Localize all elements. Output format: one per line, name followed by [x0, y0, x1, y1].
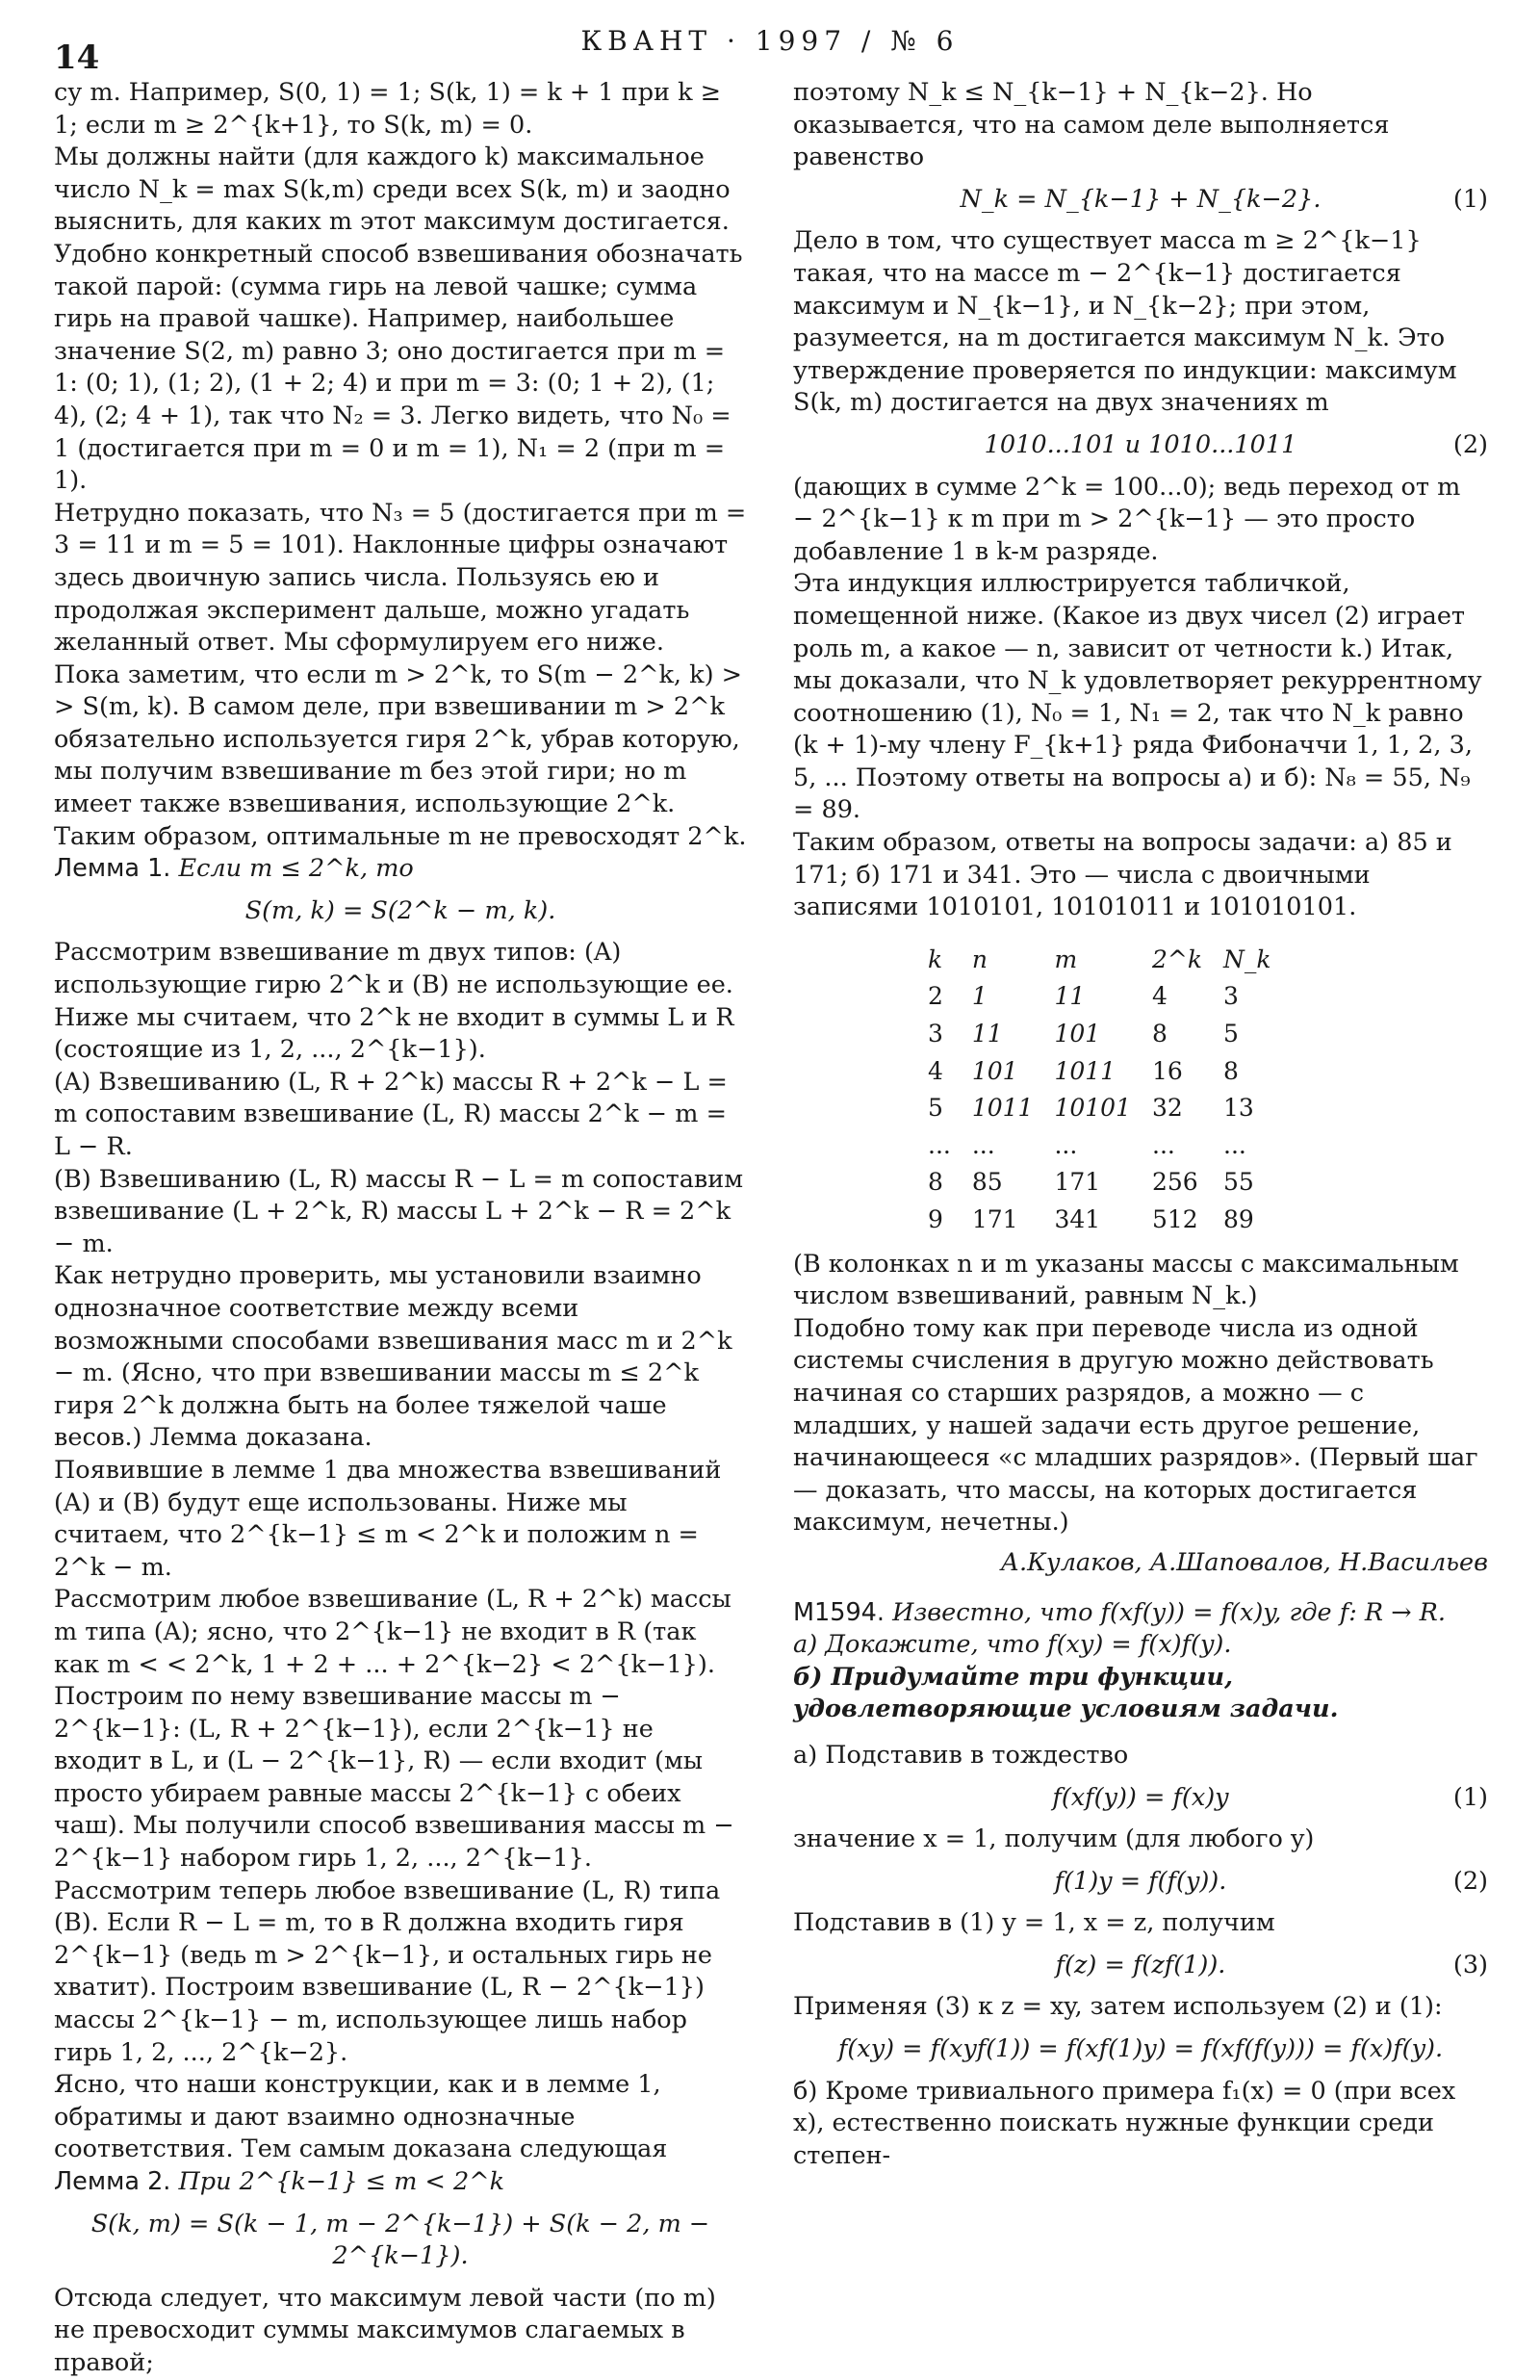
lemma-1-statement: Если m ≤ 2^k, то	[178, 854, 414, 884]
solution-equation-3	[793, 1950, 1488, 1982]
equation-1	[793, 184, 1488, 217]
problem-text: Известно, что f(xf(y)) = f(x)y, где f: R → R.	[892, 1597, 1446, 1627]
left-paragraph-3: Удобно конкретный способ взвешивания обозначать такой парой: (сумма гирь на левой чашке; сумма гирь на правой чашке). Например, наибольшее значение S(2, m) равно 3; оно достигается при m = 1: (0; 1), (1; 2), (1 + 2; 4) и при m = 3: (0; 1 + 2), (1; 4), (2; 4 + 1), так что N₂ = 3. Легко видеть, что N₀ = 1 (достигается при m = 0 и m = 1), N₁ = 2 (при m = 1).	[54, 239, 743, 496]
problem-number: М1594.	[793, 1597, 886, 1627]
lemma-2-statement: При 2^{k−1} ≤ m < 2^k	[178, 2167, 505, 2196]
solution-equation-3-number: (3)	[1452, 1950, 1488, 1979]
table-cell: 341	[1054, 1205, 1101, 1233]
right-paragraph-4: Эта индукция иллюстрируется табличкой, помещенной ниже. (Какое из двух чисел (2) играет роль m, а какое — n, зависит от четности k.) Итак, мы доказали, что N_k удовлетворяет рекуррентному соотношению (1), N₀ = 1, N₁ = 2, так что N_k равно (k + 1)-му члену F_{k+1} ряда Фибоначчи 1, 1, 2, 3, 5, ... Поэтому ответы на вопросы а) и б): N₈ = 55, N₉ = 89.	[793, 569, 1482, 825]
solution-a-step-2: значение x = 1, получим (для любого y)	[793, 1824, 1315, 1854]
running-header: КВАНТ · 1997 / № 6	[580, 25, 960, 57]
lemma-2-equation: S(k, m) = S(k − 1, m − 2^{k−1}) + S(k − 2, m − 2^{k−1}).	[90, 2209, 710, 2271]
left-paragraph-11: Рассмотрим любое взвешивание (L, R + 2^k) массы m типа (A); ясно, что 2^{k−1} не входит в R (так как m < < 2^k, 1 + 2 + ... + 2^{k−2} < 2^{k−1}). Построим по нему взвешивание массы m − 2^{k−1}: (L, R + 2^{k−1}), если 2^{k−1} не входит в L, и (L − 2^{k−1}, R) — если входит (мы просто убираем равные массы 2^{k−1} с обеих чаш). Мы получили способ взвешивания массы m − 2^{k−1} набором гирь 1, 2, ..., 2^{k−1}.	[54, 1585, 734, 1874]
left-paragraph-9: Как нетрудно проверить, мы установили взаимно однозначное соответствие между всеми возможными способами взвешивания масс m и 2^k − m. (Ясно, что при взвешивании массы m ≤ 2^k гиря 2^k должна быть на более тяжелой чаше весов.) Лемма доказана.	[54, 1261, 732, 1453]
table-cell: 1011	[971, 1094, 1034, 1123]
table-cell: 16	[1152, 1056, 1183, 1085]
right-paragraph-5: Таким образом, ответы на вопросы задачи: а) 85 и 171; б) 171 и 341. Это — числа с двоичными записями 1010101, 10101011 и 101010101.	[793, 828, 1452, 922]
table-header-cell: N_k	[1223, 944, 1271, 973]
solution-equation-2	[793, 1866, 1488, 1899]
table-cell: 8	[928, 1168, 943, 1197]
problem-statement	[793, 1597, 1488, 1630]
lemma-2-heading: Лемма 2.	[54, 2167, 171, 2196]
lemma-2	[54, 2166, 747, 2199]
left-paragraph-5: Пока заметим, что если m > 2^k, то S(m − 2^k, k) > > S(m, k). В самом деле, при взвешивании m > 2^k обязательно используется гиря 2^k, убрав которую, мы получим взвешивание m без этой гири; но m имеет также взвешивания, использующие 2^k. Таким образом, оптимальные m не превосходят 2^k.	[54, 660, 747, 851]
table-cell: 171	[1054, 1168, 1101, 1197]
fibonacci-table	[928, 942, 1293, 1239]
right-paragraph-3: (дающих в сумме 2^k = 100...0); ведь переход от m − 2^{k−1} к m при m > 2^{k−1} — это просто добавление 1 в k-м разряде.	[793, 472, 1461, 566]
lemma-1-heading: Лемма 1.	[54, 854, 171, 884]
table-cell: ...	[1054, 1130, 1078, 1159]
right-paragraph-7: Подобно тому как при переводе числа из одной системы счисления в другую можно действовать начиная со старших разрядов, а можно — с младших, у нашей задачи есть другое решение, начинающееся «с младших разрядов». (Первый шаг — доказать, что массы, на которых достигается максимум, нечетны.)	[793, 1313, 1478, 1538]
left-column	[54, 77, 747, 2380]
table-cell: 8	[1152, 1020, 1168, 1048]
problem-part-a: а) Докажите, что f(xy) = f(x)f(y).	[793, 1630, 1232, 1660]
table-row	[928, 1202, 1293, 1239]
table-header-cell: m	[1054, 944, 1078, 973]
equation-1-number: (1)	[1452, 184, 1488, 214]
left-paragraph-1: су m. Например, S(0, 1) = 1; S(k, 1) = k + 1 при k ≥ 1; если m ≥ 2^{k+1}, то S(k, m) = 0.	[54, 78, 722, 140]
table-cell: 11	[1054, 982, 1086, 1011]
solution-equation-1-number: (1)	[1452, 1782, 1488, 1812]
table-cell: 171	[971, 1205, 1018, 1233]
table-cell: 1	[971, 982, 988, 1011]
left-paragraph-12: Рассмотрим теперь любое взвешивание (L, R) типа (B). Если R − L = m, то в R должна входить гиря 2^{k−1} (ведь m > 2^{k−1}, и остальных гирь не хватит). Построим взвешивание (L, R − 2^{k−1}) массы 2^{k−1} − m, использующее лишь набор гирь 1, 2, ..., 2^{k−2}.	[54, 1876, 721, 2067]
right-paragraph-6: (В колонках n и m указаны массы с максимальным числом взвешиваний, равным N_k.)	[793, 1249, 1459, 1311]
table-cell: ...	[971, 1130, 995, 1159]
table-row	[928, 1090, 1293, 1127]
table-cell: 256	[1152, 1168, 1198, 1197]
table-cell: 89	[1223, 1205, 1254, 1233]
problem-part-b: б) Придумайте три функции, удовлетворяющие условиям задачи.	[793, 1662, 1339, 1724]
left-paragraph-14: Отсюда следует, что максимум левой части (по m) не превосходит суммы максимумов слагаемых в правой;	[54, 2283, 716, 2377]
table-cell: 13	[1223, 1094, 1254, 1123]
solution-a-step-4: Применяя (3) к z = xy, затем используем (2) и (1):	[793, 1992, 1443, 2022]
left-paragraph-8: (B) Взвешиванию (L, R) массы R − L = m сопоставим взвешивание (L + 2^k, R) массы L + 2^k − R = 2^k − m.	[54, 1164, 744, 1258]
solution-equation-2-body: f(1)y = f(f(y)).	[1054, 1866, 1227, 1896]
table-cell: 11	[971, 1020, 1003, 1048]
solution-equation-3-body: f(z) = f(zf(1)).	[1055, 1950, 1226, 1979]
equation-2	[793, 429, 1488, 462]
authors-signature: А.Кулаков, А.Шаповалов, Н.Васильев	[1000, 1547, 1488, 1577]
solution-equation-1-body: f(xf(y)) = f(x)y	[1052, 1782, 1229, 1812]
table-cell: 55	[1223, 1168, 1254, 1197]
table-cell: 4	[928, 1056, 943, 1085]
table-cell: 101	[971, 1056, 1018, 1085]
table-cell: 2	[928, 982, 943, 1011]
table-cell: ...	[1152, 1130, 1175, 1159]
table-cell: 9	[928, 1205, 943, 1233]
lemma-1-equation: S(m, k) = S(2^k − m, k).	[244, 895, 556, 925]
table-cell: 5	[928, 1094, 943, 1123]
table-header-cell: 2^k	[1152, 944, 1203, 973]
table-header-row	[928, 942, 1293, 979]
table-header-cell: k	[928, 944, 943, 973]
table-row	[928, 1127, 1293, 1165]
table-cell: 32	[1152, 1094, 1183, 1123]
left-paragraph-2: Мы должны найти (для каждого k) максимальное число N_k = max S(k,m) среди всех S(k, m) и заодно выяснить, для каких m этот максимум достигается.	[54, 142, 731, 237]
table-cell: 85	[971, 1168, 1003, 1197]
left-paragraph-6: Рассмотрим взвешивание m двух типов: (A) использующие гирю 2^k и (B) не использующие ее. Ниже мы считаем, что 2^k не входит в суммы L и R (состоящие из 1, 2, ..., 2^{k−1}).	[54, 938, 734, 1065]
solution-equation-1	[793, 1782, 1488, 1815]
solution-b: б) Кроме тривиального примера f₁(x) = 0 (при всех x), естественно поискать нужные функции среди степен-	[793, 2076, 1456, 2170]
left-paragraph-13: Ясно, что наши конструкции, как и в лемме 1, обратимы и дают взаимно однозначные соответствия. Тем самым доказана следующая	[54, 2070, 668, 2164]
solution-equation-4: f(xy) = f(xyf(1)) = f(xf(1)y) = f(xf(f(y))) = f(x)f(y).	[837, 2034, 1444, 2064]
left-paragraph-4: Нетрудно показать, что N₃ = 5 (достигается при m = 3 = 11 и m = 5 = 101). Наклонные цифры означают здесь двоичную запись числа. Пользуясь ею и продолжая эксперимент дальше, можно угадать желанный ответ. Мы сформулируем его ниже.	[54, 498, 747, 658]
table-row	[928, 1164, 1293, 1202]
table-cell: 5	[1223, 1020, 1239, 1048]
equation-1-body: N_k = N_{k−1} + N_{k−2}.	[960, 184, 1322, 214]
right-paragraph-1: поэтому N_k ≤ N_{k−1} + N_{k−2}. Но оказывается, что на самом деле выполняется равенство	[793, 78, 1390, 172]
table-cell: 3	[928, 1020, 943, 1048]
equation-2-body: 1010...101 и 1010...1011	[984, 429, 1297, 459]
equation-2-number: (2)	[1452, 429, 1488, 459]
page-number: 14	[54, 39, 100, 77]
solution-a-intro: а) Подставив в тождество	[793, 1740, 1129, 1770]
solution-a-step-3: Подставив в (1) y = 1, x = z, получим	[793, 1908, 1275, 1938]
table-row	[928, 1053, 1293, 1091]
left-paragraph-7: (A) Взвешиванию (L, R + 2^k) массы R + 2^k − L = m сопоставим взвешивание (L, R) массы 2^k − m = L − R.	[54, 1067, 728, 1161]
table-cell: 1011	[1054, 1056, 1116, 1085]
table-cell: 3	[1223, 982, 1239, 1011]
table-header-cell: n	[971, 944, 988, 973]
table-row	[928, 1016, 1293, 1053]
solution-equation-2-number: (2)	[1452, 1866, 1488, 1896]
table-cell: 4	[1152, 982, 1168, 1011]
table-cell: ...	[1223, 1130, 1246, 1159]
table-cell: 10101	[1054, 1094, 1131, 1123]
table-row	[928, 978, 1293, 1016]
table-cell: 512	[1152, 1205, 1198, 1233]
right-paragraph-2: Дело в том, что существует масса m ≥ 2^{k−1} такая, что на массе m − 2^{k−1} достигается максимум и N_{k−1}, и N_{k−2}; при этом, разумеется, на m достигается максимум N_k. Это утверждение проверяется по индукции: максимум S(k, m) достигается на двух значениях m	[793, 226, 1457, 418]
right-column	[793, 77, 1488, 2172]
left-paragraph-10: Появившие в лемме 1 два множества взвешиваний (A) и (B) будут еще использованы. Ниже мы считаем, что 2^{k−1} ≤ m < 2^k и положим n = 2^k − m.	[54, 1455, 722, 1582]
table-cell: 8	[1223, 1056, 1239, 1085]
table-cell: ...	[928, 1130, 951, 1159]
lemma-1	[54, 853, 747, 886]
table-cell: 101	[1054, 1020, 1101, 1048]
